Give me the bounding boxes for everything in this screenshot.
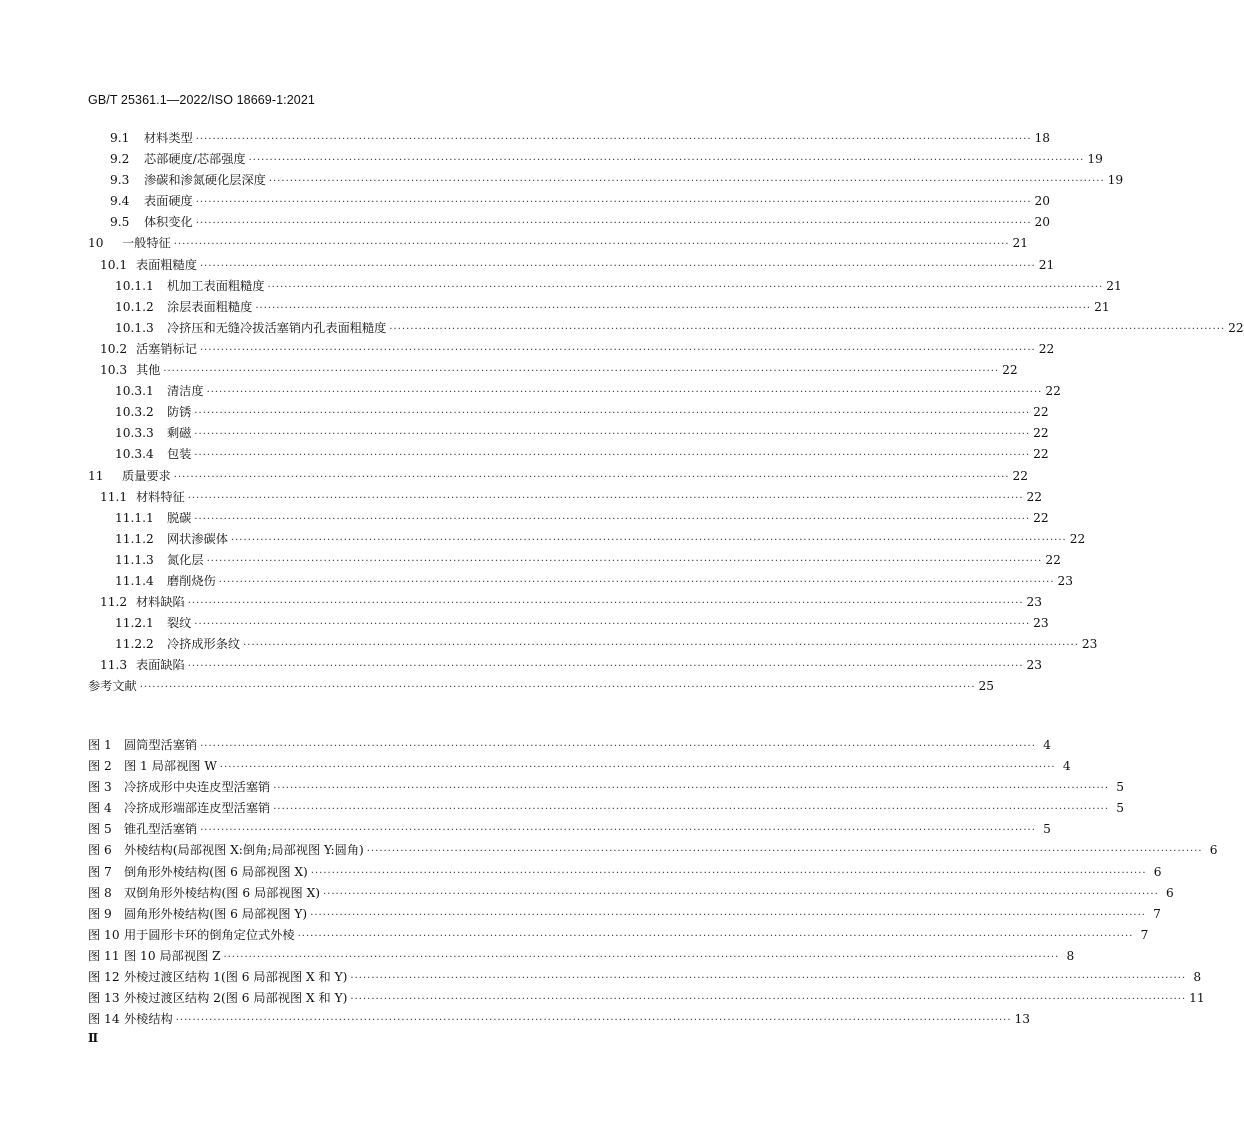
- entry-number: 图 8: [88, 885, 112, 900]
- entry-page-number: 22: [1228, 320, 1244, 335]
- entry-number: 图 7: [88, 864, 112, 879]
- toc-entry[interactable]: [88, 509, 1049, 530]
- dot-leader: ········································································································································································································: [195, 218, 1032, 230]
- entry-title: 防锈: [167, 405, 192, 420]
- entry-number: 图 11: [88, 948, 120, 963]
- entry-page-number: 22: [1033, 426, 1049, 441]
- toc-entry[interactable]: [88, 361, 1018, 382]
- entry-page-number: 4: [1043, 738, 1051, 752]
- table-of-contents: [88, 129, 1244, 699]
- entry-page-number: 8: [1193, 970, 1202, 985]
- entry-page-number: 23: [1026, 658, 1043, 673]
- entry-number: 9.4: [110, 194, 130, 209]
- entry-page-number: 5: [1116, 801, 1124, 816]
- toc-entry[interactable]: [88, 171, 1124, 192]
- dot-leader: ········································································································································································································: [187, 661, 1024, 673]
- entry-page-number: 22: [1012, 468, 1029, 483]
- entry-page-number: 18: [1034, 131, 1051, 145]
- entry-title: 表面硬度: [144, 194, 193, 209]
- dot-leader: ········································································································································································································: [194, 408, 1031, 420]
- entry-number: 10.3.2: [115, 405, 154, 420]
- dot-leader: ········································································································································································································: [200, 825, 1036, 837]
- entry-number: 图 9: [88, 906, 112, 921]
- entry-page-number: 21: [1012, 236, 1029, 251]
- toc-entry[interactable]: [88, 614, 1049, 635]
- dot-leader: ········································································································································································································: [206, 555, 1043, 567]
- entry-number: 11.1.2: [115, 531, 154, 546]
- entry-number: 图 1: [88, 738, 112, 752]
- entry-title: 体积变化: [144, 215, 193, 230]
- entry-title: 图 1 局部视图 W: [124, 759, 217, 774]
- entry-title: 双倒角形外棱结构(图 6 局部视图 X): [124, 885, 320, 900]
- document-header: GB/T 25361.1—2022/ISO 18669-1:2021: [88, 93, 315, 107]
- entry-number: 10.3.4: [115, 447, 154, 462]
- entry-number: 10.2: [100, 341, 128, 356]
- toc-entry[interactable]: [88, 572, 1074, 593]
- entry-number: 图 3: [88, 780, 112, 795]
- entry-title: 渗碳和渗氮硬化层深度: [144, 173, 266, 188]
- dot-leader: ········································································································································································································: [366, 846, 1203, 858]
- entry-title: 剩磁: [167, 426, 192, 441]
- dot-leader: ········································································································································································································: [310, 867, 1147, 879]
- dot-leader: ········································································································································································································: [323, 888, 1159, 900]
- entry-title: 氮化层: [167, 552, 204, 567]
- entry-number: 11.2.2: [115, 637, 154, 652]
- dot-leader: ········································································································································································································: [248, 155, 1085, 167]
- entry-title: 质量要求: [122, 468, 171, 483]
- entry-page-number: 7: [1153, 906, 1161, 921]
- dot-leader: ········································································································································································································: [297, 930, 1134, 942]
- toc-entry[interactable]: [88, 799, 1124, 820]
- list-of-figures: [88, 736, 1218, 1031]
- dot-leader: ········································································································································································································: [219, 762, 1056, 774]
- entry-title: 锥孔型活塞销: [124, 822, 198, 837]
- dot-leader: ········································································································································································································: [175, 1015, 1012, 1027]
- entry-page-number: 19: [1087, 152, 1103, 167]
- entry-title: 用于圆形卡环的倒角定位式外棱: [124, 927, 295, 942]
- toc-entry[interactable]: [88, 382, 1061, 403]
- entry-title: 磨削烧伤: [167, 573, 216, 588]
- toc-entry[interactable]: [88, 192, 1051, 213]
- entry-number: 图 13: [88, 991, 120, 1006]
- entry-title: 外棱过渡区结构 1(图 6 局部视图 X 和 Y): [124, 970, 348, 985]
- entry-number: 10.3.1: [115, 384, 154, 399]
- entry-title: 冷挤压和无缝冷拔活塞销内孔表面粗糙度: [167, 320, 387, 335]
- entry-page-number: 22: [1033, 405, 1049, 420]
- dot-leader: ········································································································································································································: [230, 534, 1067, 546]
- entry-title: 外棱结构: [124, 1012, 173, 1027]
- toc-entry[interactable]: [88, 736, 1051, 757]
- entry-title: 表面缺陷: [136, 658, 185, 673]
- entry-page-number: 5: [1116, 780, 1124, 795]
- entry-page-number: 6: [1153, 864, 1162, 879]
- dot-leader: ········································································································································································································: [194, 450, 1031, 462]
- entry-title: 圆筒型活塞销: [124, 738, 198, 752]
- entry-title: 活塞销标记: [136, 341, 197, 356]
- entry-number: 图 14: [88, 1012, 120, 1027]
- dot-leader: ········································································································································································································: [194, 429, 1031, 441]
- entry-title: 外棱过渡区结构 2(图 6 局部视图 X 和 Y): [124, 991, 348, 1006]
- entry-page-number: 11: [1189, 991, 1205, 1006]
- dot-leader: ········································································································································································································: [187, 598, 1024, 610]
- dot-leader: ········································································································································································································: [350, 994, 1187, 1006]
- toc-entry[interactable]: [88, 757, 1071, 778]
- entry-page-number: 23: [1081, 637, 1098, 652]
- toc-entry[interactable]: [88, 635, 1098, 656]
- entry-title: 网状渗碳体: [167, 531, 228, 546]
- entry-number: 11.2: [100, 595, 128, 610]
- dot-leader: ········································································································································································································: [187, 492, 1024, 504]
- entry-title: 圆角形外棱结构(图 6 局部视图 Y): [124, 906, 308, 921]
- entry-title: 裂纹: [167, 616, 192, 631]
- entry-page-number: 22: [1038, 341, 1055, 356]
- entry-number: 11.3: [100, 658, 128, 673]
- dot-leader: ········································································································································································································: [173, 471, 1010, 483]
- entry-number: 10.3.3: [115, 426, 154, 441]
- dot-leader: ········································································································································································································: [243, 640, 1079, 652]
- toc-entry[interactable]: [88, 530, 1086, 551]
- dot-leader: ········································································································································································································: [199, 260, 1036, 272]
- entry-page-number: 21: [1094, 299, 1110, 314]
- toc-entry[interactable]: [88, 403, 1049, 424]
- dot-leader: ········································································································································································································: [195, 134, 1032, 145]
- entry-page-number: 13: [1014, 1012, 1031, 1027]
- toc-entry[interactable]: [88, 947, 1075, 968]
- entry-number: 11.1.3: [115, 552, 154, 567]
- toc-entry[interactable]: [88, 820, 1051, 841]
- entry-title: 机加工表面粗糙度: [167, 278, 265, 293]
- entry-page-number: 22: [1033, 447, 1049, 462]
- entry-page-number: 6: [1209, 843, 1218, 858]
- entry-page-number: 22: [1069, 531, 1086, 546]
- entry-page-number: 4: [1062, 759, 1071, 774]
- toc-entry[interactable]: [88, 319, 1244, 340]
- entry-number: 图 2: [88, 759, 112, 774]
- page-number: Ⅱ: [88, 1031, 99, 1045]
- entry-number: 9.1: [110, 131, 130, 145]
- toc-entry[interactable]: [88, 213, 1051, 234]
- dot-leader: ········································································································································································································: [268, 176, 1105, 188]
- entry-number: 10.1.1: [115, 278, 154, 293]
- toc-entry[interactable]: [88, 256, 1055, 277]
- dot-leader: ········································································································································································································: [267, 281, 1104, 293]
- dot-leader: ········································································································································································································: [310, 909, 1146, 921]
- toc-entry[interactable]: [88, 677, 995, 698]
- entry-title: 一般特征: [122, 236, 171, 251]
- entry-number: 11: [88, 468, 104, 483]
- toc-entry[interactable]: [88, 488, 1043, 509]
- toc-entry[interactable]: [88, 298, 1110, 319]
- entry-page-number: 20: [1034, 215, 1051, 230]
- dot-leader: ········································································································································································································: [273, 783, 1109, 795]
- entry-title: 表面粗糙度: [136, 257, 197, 272]
- entry-title: 包装: [167, 447, 192, 462]
- entry-number: 9.5: [110, 215, 130, 230]
- toc-entry[interactable]: [88, 593, 1043, 614]
- entry-page-number: 20: [1034, 194, 1051, 209]
- entry-number: 10.1: [100, 257, 128, 272]
- entry-page-number: 22: [1033, 510, 1049, 525]
- entry-page-number: 23: [1057, 573, 1074, 588]
- toc-entry[interactable]: [88, 150, 1103, 171]
- dot-leader: ········································································································································································································: [350, 973, 1187, 985]
- toc-entry[interactable]: [88, 926, 1149, 947]
- entry-page-number: 8: [1066, 948, 1075, 963]
- toc-entry[interactable]: [88, 778, 1124, 799]
- toc-entry[interactable]: [88, 551, 1061, 572]
- entry-title: 冷挤成形中央连皮型活塞销: [124, 780, 271, 795]
- entry-title: 冷挤成形端部连皮型活塞销: [124, 801, 271, 816]
- toc-entry[interactable]: [88, 445, 1049, 466]
- toc-entry[interactable]: [88, 340, 1055, 361]
- toc-entry[interactable]: [88, 989, 1205, 1010]
- entry-title: 脱碳: [167, 510, 192, 525]
- entry-page-number: 6: [1165, 885, 1174, 900]
- dot-leader: ········································································································································································································: [173, 239, 1010, 251]
- toc-entry[interactable]: [88, 841, 1218, 862]
- entry-title: 涂层表面粗糙度: [167, 299, 253, 314]
- entry-number: 图 5: [88, 822, 112, 837]
- dot-leader: ········································································································································································································: [218, 576, 1055, 588]
- entry-title: 冷挤成形条纹: [167, 637, 241, 652]
- entry-title: 芯部硬度/芯部强度: [144, 152, 246, 167]
- toc-entry[interactable]: [88, 234, 1029, 255]
- toc-entry[interactable]: [88, 1010, 1031, 1031]
- toc-entry[interactable]: [88, 968, 1202, 989]
- entry-number: 11.1: [100, 489, 128, 504]
- dot-leader: ········································································································································································································: [273, 804, 1109, 816]
- entry-title: 材料类型: [144, 131, 193, 145]
- entry-number: 11.2.1: [115, 616, 154, 631]
- entry-page-number: 21: [1038, 257, 1055, 272]
- entry-title: 材料缺陷: [136, 595, 185, 610]
- entry-title: 清洁度: [167, 384, 204, 399]
- entry-page-number: 22: [1026, 489, 1043, 504]
- entry-page-number: 22: [1045, 384, 1061, 399]
- dot-leader: ········································································································································································································: [194, 513, 1031, 525]
- entry-number: 10.1.3: [115, 320, 154, 335]
- entry-page-number: 22: [1002, 363, 1018, 378]
- toc-entry[interactable]: [88, 467, 1029, 488]
- entry-page-number: 21: [1106, 278, 1122, 293]
- entry-title: 倒角形外棱结构(图 6 局部视图 X): [124, 864, 308, 879]
- entry-page-number: 23: [1033, 616, 1049, 631]
- entry-title: 其他: [136, 363, 161, 378]
- toc-entry[interactable]: [88, 277, 1122, 298]
- entry-number: 10.3: [100, 363, 128, 378]
- toc-entry[interactable]: [88, 863, 1162, 884]
- dot-leader: ········································································································································································································: [139, 682, 976, 694]
- entry-number: 图 10: [88, 927, 120, 942]
- dot-leader: ········································································································································································································: [389, 323, 1226, 335]
- entry-number: 图 4: [88, 801, 112, 816]
- entry-number: 9.3: [110, 173, 130, 188]
- entry-page-number: 7: [1140, 927, 1149, 942]
- dot-leader: ········································································································································································································: [255, 302, 1092, 314]
- entry-page-number: 19: [1107, 173, 1124, 188]
- entry-title: 参考文献: [88, 679, 137, 694]
- dot-leader: ········································································································································································································: [223, 951, 1060, 963]
- toc-entry[interactable]: [88, 129, 1051, 150]
- dot-leader: ········································································································································································································: [200, 741, 1036, 752]
- entry-page-number: 25: [978, 679, 995, 694]
- dot-leader: ········································································································································································································: [206, 387, 1043, 399]
- toc-entry[interactable]: [88, 656, 1043, 677]
- entry-title: 图 10 局部视图 Z: [124, 948, 221, 963]
- entry-page-number: 23: [1026, 595, 1043, 610]
- entry-number: 9.2: [110, 152, 130, 167]
- entry-number: 10: [88, 236, 104, 251]
- entry-page-number: 22: [1045, 552, 1061, 567]
- entry-title: 外棱结构(局部视图 X:倒角;局部视图 Y:圆角): [124, 843, 364, 858]
- dot-leader: ········································································································································································································: [194, 619, 1031, 631]
- dot-leader: ········································································································································································································: [199, 344, 1036, 356]
- dot-leader: ········································································································································································································: [195, 197, 1032, 209]
- entry-number: 图 12: [88, 970, 120, 985]
- entry-number: 10.1.2: [115, 299, 154, 314]
- toc-entry[interactable]: [88, 905, 1161, 926]
- toc-entry[interactable]: [88, 424, 1049, 445]
- entry-number: 11.1.1: [115, 510, 154, 525]
- dot-leader: ········································································································································································································: [163, 366, 1000, 378]
- entry-number: 11.1.4: [115, 573, 154, 588]
- entry-page-number: 5: [1043, 822, 1051, 837]
- entry-title: 材料特征: [136, 489, 185, 504]
- toc-entry[interactable]: [88, 884, 1174, 905]
- entry-number: 图 6: [88, 843, 112, 858]
